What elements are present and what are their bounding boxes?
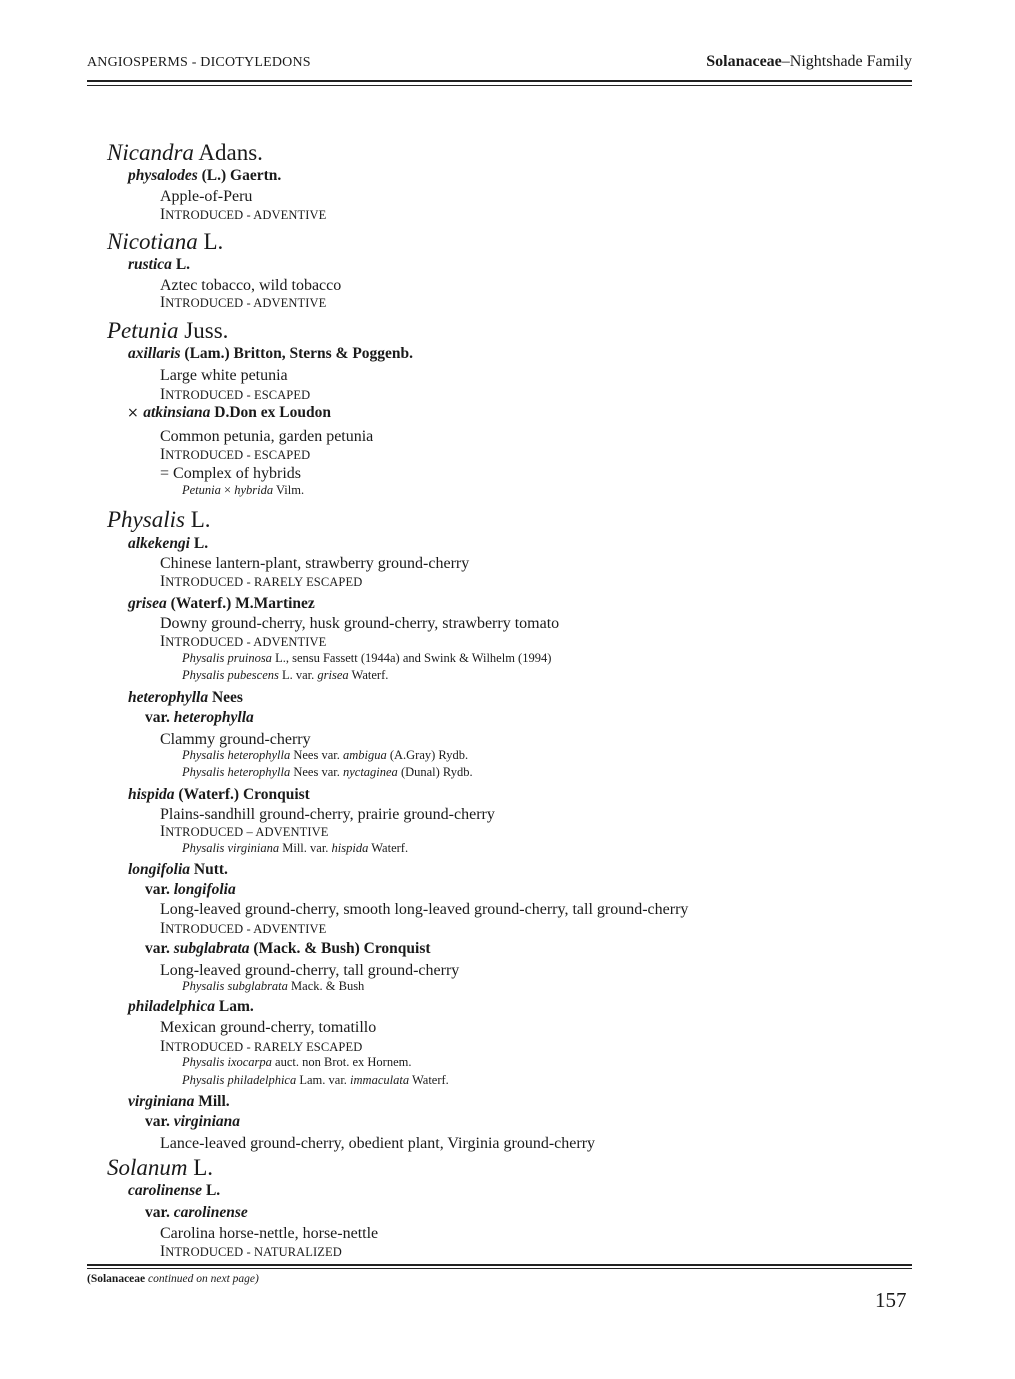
common-name: Long-leaved ground-cherry, tall ground-cherry [160, 962, 460, 979]
species-author: (L.) Gaertn. [197, 167, 282, 184]
synonym-text: Mack. & Bush [287, 979, 365, 993]
hybrid-species-entry [127, 404, 331, 422]
variety-prefix: var. [145, 1113, 174, 1130]
species-author: Nutt. [190, 861, 228, 878]
common-name: Apple-of-Peru [160, 188, 253, 205]
continued-note-family: (Solanaceae [87, 1273, 146, 1285]
synonym [182, 651, 551, 666]
species-entry [128, 861, 228, 879]
synonym-italic: Physalis heterophylla [182, 748, 291, 762]
genus-author: L. [197, 229, 224, 254]
synonym-italic: Physalis ixocarpa [182, 1055, 272, 1069]
common-name: Long-leaved ground-cherry, smooth long-leaved ground-cherry, tall ground-cherry [160, 901, 689, 918]
synonym-italic: Physalis pruinosa [182, 651, 272, 665]
header-rule-thick [87, 80, 912, 82]
synonym [182, 841, 408, 856]
status-label [160, 573, 362, 591]
species-entry [128, 535, 208, 553]
genus-heading [107, 507, 211, 533]
status-label [160, 633, 326, 651]
status-label [160, 386, 310, 404]
species-entry [128, 256, 190, 274]
synonym [182, 765, 473, 780]
status-text: NTRODUCED - ADVENTIVE [165, 208, 327, 222]
species-epithet: physalodes [128, 167, 198, 184]
status-text: NTRODUCED – ADVENTIVE [165, 825, 329, 839]
status-initial: I [160, 1038, 166, 1055]
variety-entry [145, 1204, 248, 1222]
species-author: Lam. [214, 998, 254, 1015]
status-text: NTRODUCED - ADVENTIVE [165, 635, 327, 649]
species-author: D.Don ex Loudon [210, 404, 331, 421]
synonym-text: (A.Gray) Rydb. [386, 748, 469, 762]
status-label [160, 1243, 342, 1261]
status-text: NTRODUCED - NATURALIZED [165, 1245, 342, 1259]
species-entry [128, 595, 315, 613]
variety-epithet: heterophylla [173, 709, 254, 726]
species-entry [128, 345, 413, 363]
synonym-italic: Petunia [182, 483, 221, 497]
genus-name: Nicandra [107, 140, 194, 165]
family-name: Solanaceae [706, 53, 782, 70]
genus-author: L. [187, 1155, 214, 1180]
common-name: Carolina horse-nettle, horse-nettle [160, 1225, 379, 1242]
common-name: Aztec tobacco, wild tobacco [160, 277, 342, 294]
synonym-italic: ambigua [342, 748, 387, 762]
species-entry [128, 1093, 230, 1111]
synonym-italic: nyctaginea [342, 765, 398, 779]
synonym-italic: Physalis philadelphica [182, 1073, 297, 1087]
species-epithet: carolinense [128, 1182, 203, 1199]
genus-author: Juss. [178, 318, 229, 343]
species-author: Mill. [194, 1093, 230, 1110]
status-initial: I [160, 446, 166, 463]
species-epithet: grisea [128, 595, 167, 612]
synonym-text: Nees var. [290, 748, 343, 762]
variety-epithet: virginiana [173, 1113, 241, 1130]
species-author: L. [202, 1182, 221, 1199]
species-epithet: hispida [128, 786, 175, 803]
species-epithet: philadelphica [128, 998, 215, 1015]
species-epithet: axillaris [128, 345, 181, 362]
synonym [182, 668, 388, 683]
common-name: Mexican ground-cherry, tomatillo [160, 1019, 377, 1036]
species-author: (Lam.) Britton, Sterns & Poggenb. [180, 345, 414, 362]
species-entry [128, 1182, 220, 1200]
synonym-text: Mill. var. [279, 841, 332, 855]
status-initial: I [160, 920, 166, 937]
species-entry [128, 786, 310, 804]
species-epithet: rustica [128, 256, 172, 273]
species-epithet: alkekengi [128, 535, 190, 552]
genus-author: L. [184, 507, 211, 532]
genus-name: Nicotiana [107, 229, 198, 254]
synonym-italic: Physalis heterophylla [182, 765, 291, 779]
synonym [182, 1073, 449, 1088]
synonym-text: Waterf. [348, 668, 389, 682]
species-author: (Waterf.) Cronquist [174, 786, 310, 803]
species-author: L. [190, 535, 209, 552]
common-name: Clammy ground-cherry [160, 731, 311, 748]
status-label [160, 294, 326, 312]
common-name: Common petunia, garden petunia [160, 428, 374, 445]
synonym-text: Nees var. [290, 765, 343, 779]
genus-name: Petunia [107, 318, 179, 343]
species-entry [128, 689, 243, 707]
common-name: Downy ground-cherry, husk ground-cherry, strawberry tomato [160, 615, 560, 632]
synonym-text: auct. non Brot. ex Hornem. [271, 1055, 412, 1069]
variety-author: (Mack. & Bush) Cronquist [249, 940, 431, 957]
header-rule-thin [87, 85, 912, 86]
continued-note [87, 1273, 259, 1285]
synonym-italic: Physalis pubescens [182, 668, 279, 682]
footer-rule-thin [87, 1268, 912, 1269]
running-header-left: ANGIOSPERMS - DICOTYLEDONS [87, 55, 311, 70]
variety-prefix: var. [145, 940, 174, 957]
variety-epithet: longifolia [173, 881, 236, 898]
variety-entry [145, 709, 254, 727]
variety-entry [145, 881, 236, 899]
synonym-text: Waterf. [368, 841, 409, 855]
species-author: L. [171, 256, 191, 273]
synonym-text: L. var. [278, 668, 318, 682]
species-entry [128, 167, 281, 185]
genus-author: Adans. [193, 140, 263, 165]
species-epithet: virginiana [128, 1093, 195, 1110]
species-epithet: heterophylla [128, 689, 209, 706]
common-name: Plains-sandhill ground-cherry, prairie ground-cherry [160, 806, 495, 823]
variety-prefix: var. [145, 709, 174, 726]
status-text: NTRODUCED - RARELY ESCAPED [165, 1040, 363, 1054]
status-label [160, 823, 328, 841]
status-text: NTRODUCED - ADVENTIVE [165, 922, 327, 936]
status-text: NTRODUCED - ADVENTIVE [165, 296, 327, 310]
synonym-italic: hybrida [234, 483, 274, 497]
synonym-italic: hispida [331, 841, 369, 855]
synonym [182, 1055, 411, 1070]
genus-name: Solanum [107, 1155, 188, 1180]
status-text: NTRODUCED - ESCAPED [165, 448, 311, 462]
synonym [182, 979, 364, 994]
variety-prefix: var. [145, 881, 174, 898]
page-number: 157 [875, 1288, 907, 1312]
genus-heading [107, 1155, 213, 1181]
genus-heading [107, 318, 228, 344]
synonym [182, 483, 304, 498]
variety-entry [145, 1113, 240, 1131]
variety-prefix: var. [145, 1204, 174, 1221]
synonym-text: × [220, 483, 235, 497]
status-label [160, 1038, 362, 1056]
status-initial: I [160, 386, 166, 403]
variety-entry [145, 940, 431, 958]
status-label [160, 920, 326, 938]
running-header-right [706, 53, 912, 71]
status-initial: I [160, 1243, 166, 1260]
genus-heading [107, 229, 223, 255]
species-author: Nees [208, 689, 243, 706]
common-name: Chinese lantern-plant, strawberry ground-cherry [160, 555, 470, 572]
species-epithet: longifolia [128, 861, 191, 878]
variety-epithet: subglabrata [173, 940, 250, 957]
synonym-text: Lam. var. [296, 1073, 351, 1087]
synonym-text: (Dunal) Rydb. [397, 765, 473, 779]
species-entry [128, 998, 254, 1016]
synonym-text: Waterf. [409, 1073, 449, 1087]
common-name: = Complex of hybrids [160, 465, 302, 482]
common-name: Large white petunia [160, 367, 288, 384]
synonym-italic: grisea [317, 668, 349, 682]
synonym-italic: Physalis virginiana [182, 841, 280, 855]
synonym-italic: immaculata [350, 1073, 410, 1087]
status-label [160, 206, 326, 224]
status-label [160, 446, 310, 464]
footer-rule-thick [87, 1264, 912, 1266]
common-name: Lance-leaved ground-cherry, obedient plant, Virginia ground-cherry [160, 1135, 596, 1152]
status-initial: I [160, 823, 166, 840]
status-text: NTRODUCED - RARELY ESCAPED [165, 575, 363, 589]
genus-name: Physalis [107, 507, 185, 532]
species-epithet: atkinsiana [143, 404, 211, 421]
synonym [182, 748, 468, 763]
species-author: (Waterf.) M.Martinez [166, 595, 315, 612]
synonym-text: Vilm. [273, 483, 305, 497]
synonym-italic: Physalis subglabrata [182, 979, 288, 993]
continued-note-text: continued on next page) [145, 1273, 259, 1285]
genus-heading [107, 140, 263, 166]
synonym-text: L., sensu Fassett (1944a) and Swink & Wilhelm (1994) [271, 651, 552, 665]
hybrid-mark: × [127, 405, 144, 421]
status-initial: I [160, 206, 166, 223]
variety-epithet: carolinense [173, 1204, 248, 1221]
status-text: NTRODUCED - ESCAPED [165, 388, 311, 402]
status-initial: I [160, 294, 166, 311]
status-initial: I [160, 573, 166, 590]
status-initial: I [160, 633, 166, 650]
family-common-name: –Nightshade Family [781, 53, 912, 70]
